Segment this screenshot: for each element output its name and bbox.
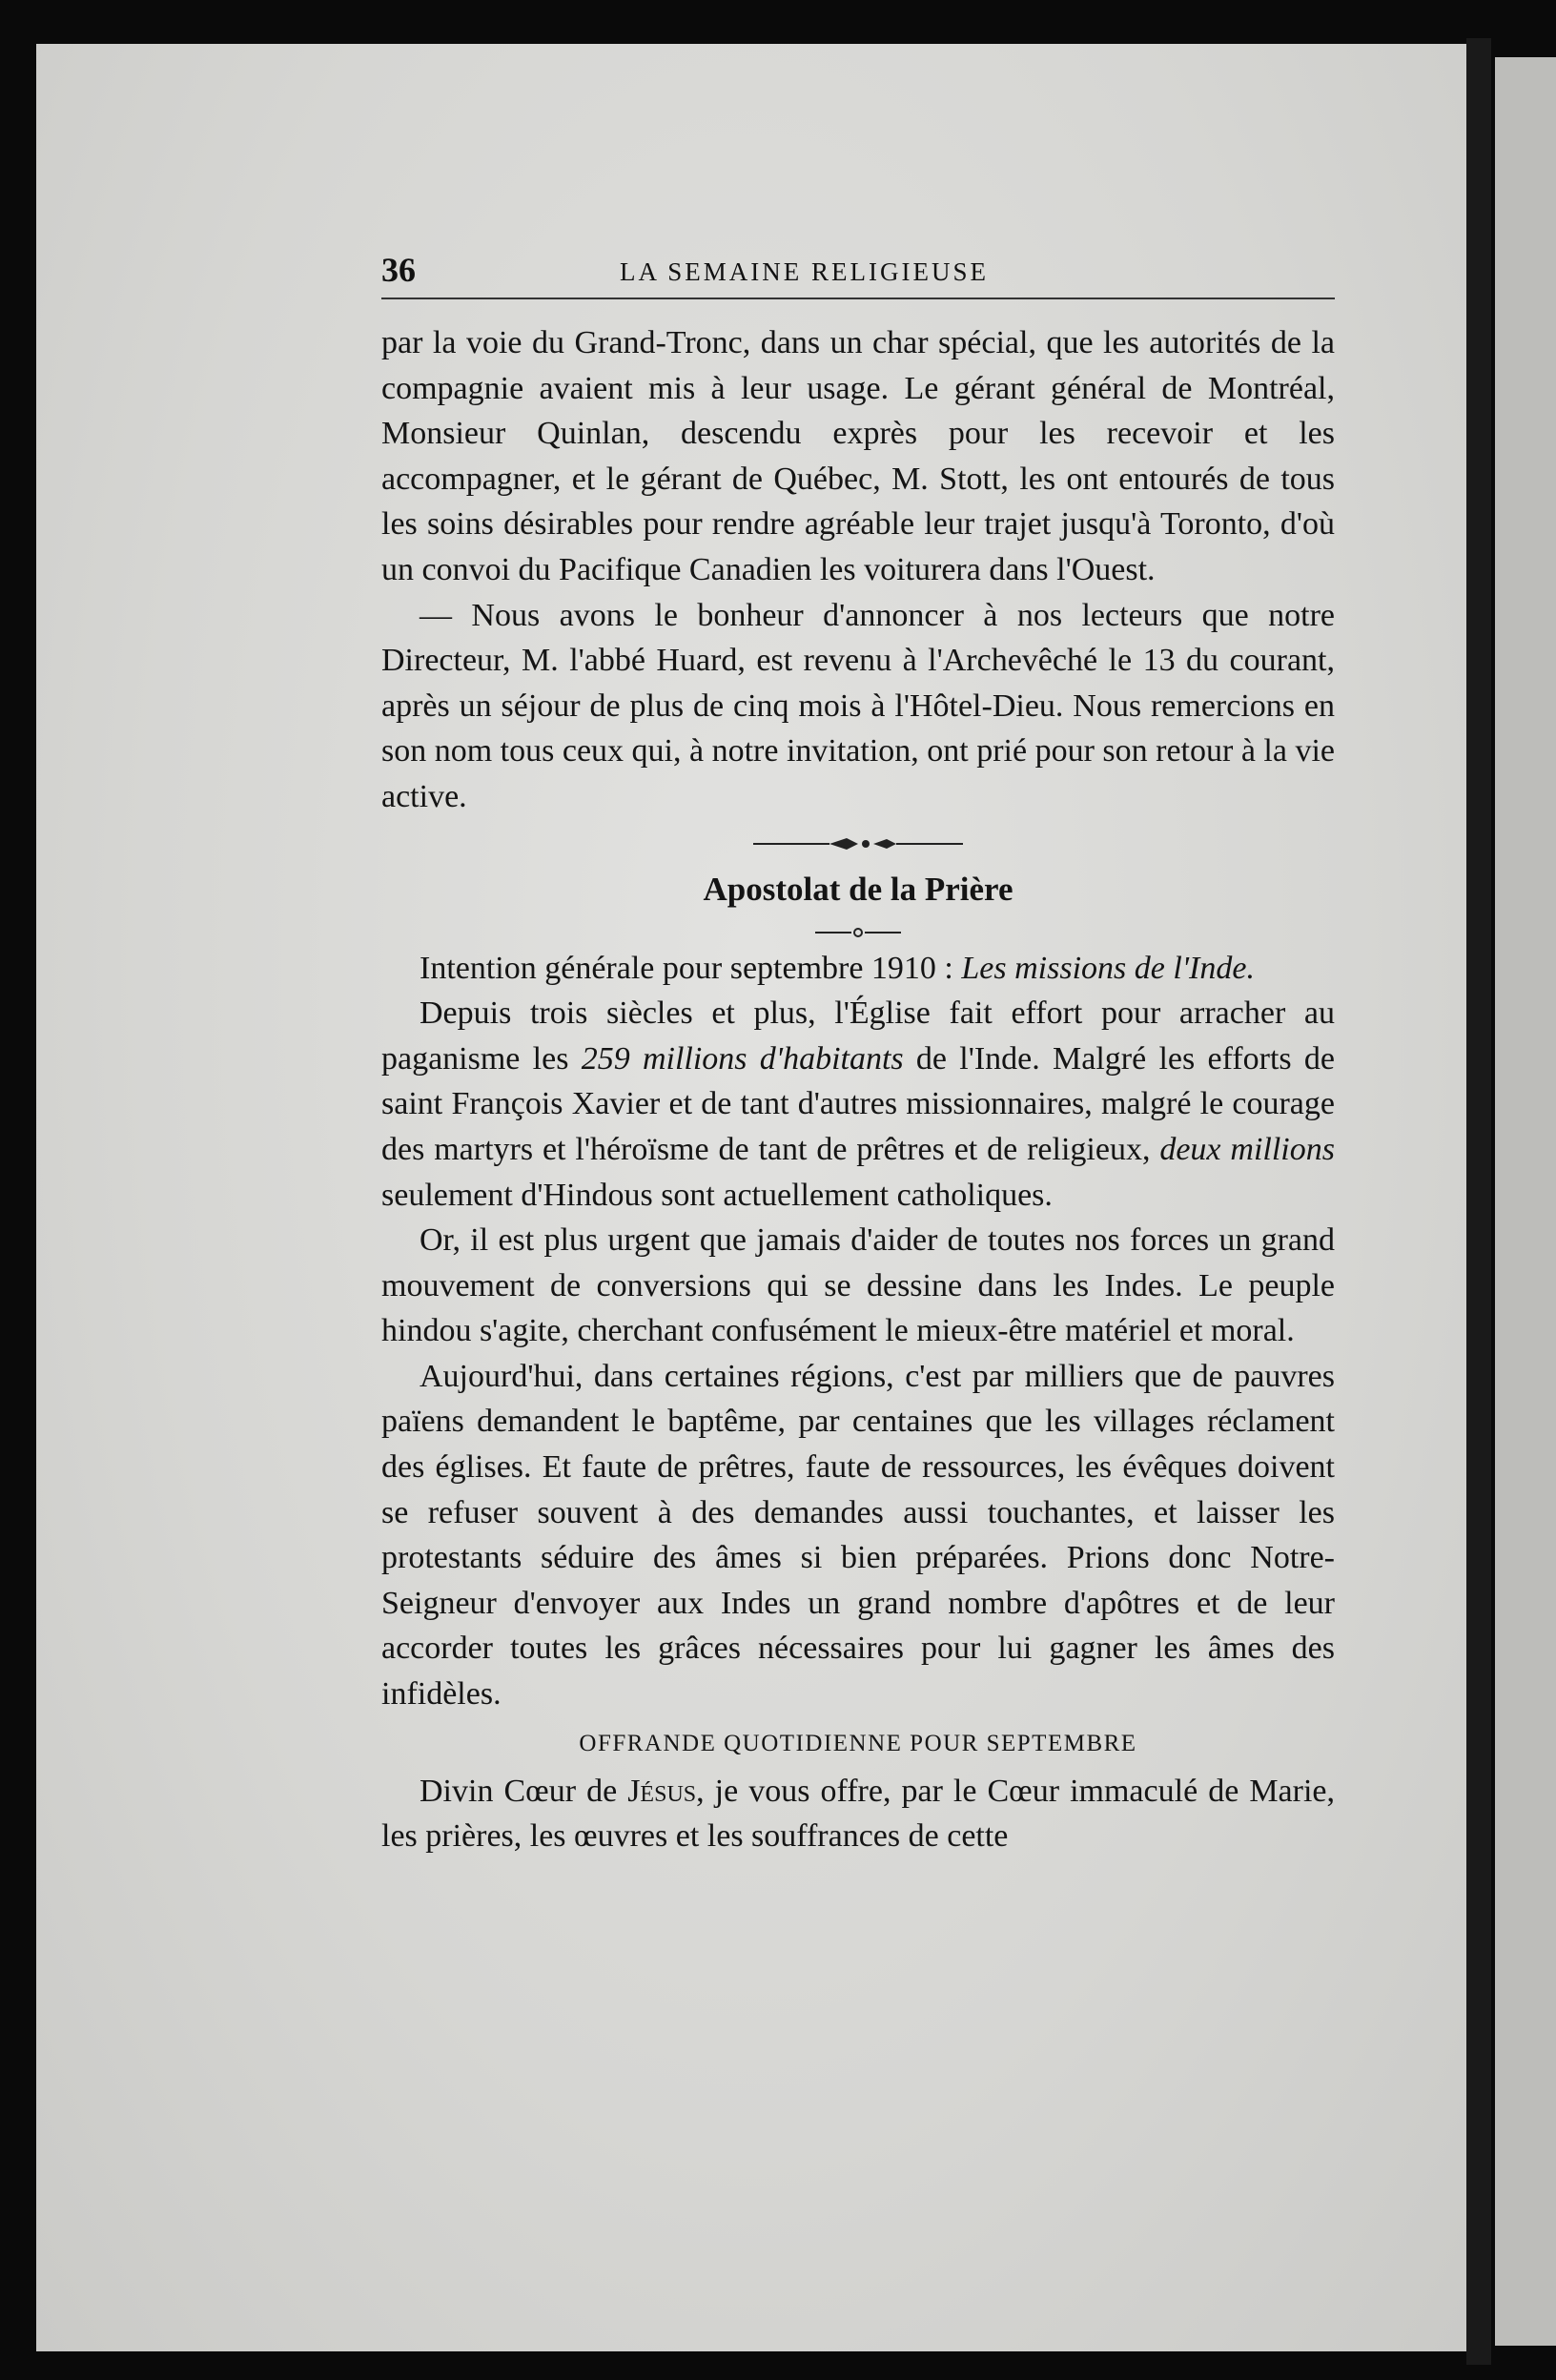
paragraph-train-journey: par la voie du Grand-Tronc, dans un char spécial, que les autorités de la compagnie avaient mis à leur usage. Le gérant général de Montréal, Monsieur Quinlan, descendu exprès pour les recevoir et les accompagner, et le gérant de Québec, M. Stott, les ont entourés de tous les soins désirables pour rendre agréable leur trajet jusqu'à Toronto, d'où un convoi du Pacifique Canadien les voiturera dans l'Ouest. [381, 325, 1335, 587]
offering-title: OFFRANDE QUOTIDIENNE POUR SEPTEMBRE [579, 1730, 1137, 1756]
rule-circle-icon [815, 926, 901, 939]
page-number: 36 [381, 251, 416, 289]
paragraph-india-history [381, 991, 1335, 1218]
page-body [381, 320, 1335, 1859]
offering-prayer [381, 1769, 1335, 1859]
header-rule [381, 298, 1335, 299]
paragraph-director-return: — Nous avons le bonheur d'annoncer à nos lecteurs que notre Directeur, M. l'abbé Huard, est revenu à l'Archevêché le 13 du courant, après un séjour de plus de cinq mois à l'Hôtel-Dieu. Nous remercions en son nom tous ceux qui, à notre invitation, ont prié pour son retour à la vie active. [381, 597, 1335, 814]
text-segment: Jésus [627, 1773, 697, 1809]
italic-segment: deux millions [1159, 1131, 1335, 1167]
intention-title: Les missions de l'Inde. [961, 950, 1255, 986]
text-segment: seulement d'Hindous sont actuellement catholiques. [381, 1177, 1053, 1213]
italic-segment: 259 millions d'habitants [581, 1040, 904, 1077]
intention-prefix: Intention générale pour septembre 1910 : [420, 950, 962, 986]
general-intention [381, 946, 1335, 992]
running-title: LA SEMAINE RELIGIEUSE [620, 257, 989, 286]
page-header [381, 250, 1335, 288]
paragraph-baptisms: Aujourd'hui, dans certaines régions, c'est par milliers que de pauvres païens demandent le baptême, par centaines que les villages réclament des églises. Et faute de prêtres, faute de ressources, les évêques doivent se refuser souvent à des demandes aussi touchantes, et laisser les protestants séduire des âmes si bien préparées. Prions donc Notre-Seigneur d'envoyer aux Indes un grand nombre d'apôtres et de leur accorder toutes les grâces nécessaires pour lui gagner les âmes des infidèles. [381, 1358, 1335, 1713]
facing-page-edge [1495, 57, 1556, 2346]
text-segment: Depuis trois siècles et plus, l'Église fait effort pour arracher au paganisme les [381, 995, 1335, 1077]
text-segment: de l'Inde. Malgré les efforts de saint François Xavier et de tant d'autres missionnaires, malgré le courage des martyrs et l'héroïsme de tant de prêtres et de religieux, [381, 1040, 1335, 1167]
text-segment: Divin Cœur de [420, 1773, 628, 1809]
section-title: Apostolat de la Prière [703, 870, 1013, 908]
paragraph-conversions: Or, il est plus urgent que jamais d'aider de toutes nos forces un grand mouvement de conversions qui se dessine dans les Indes. Le peuple hindou s'agite, cherchant confusément le mieux-être matériel et moral. [381, 1222, 1335, 1349]
text-segment: , je vous offre, par le Cœur immaculé de Marie, les prières, les œuvres et les souffrances de cette [381, 1773, 1335, 1855]
book-gutter [1466, 38, 1491, 2365]
ornament-divider [381, 820, 1335, 866]
ornament-flourish-icon [753, 834, 963, 853]
small-divider [381, 913, 1335, 946]
